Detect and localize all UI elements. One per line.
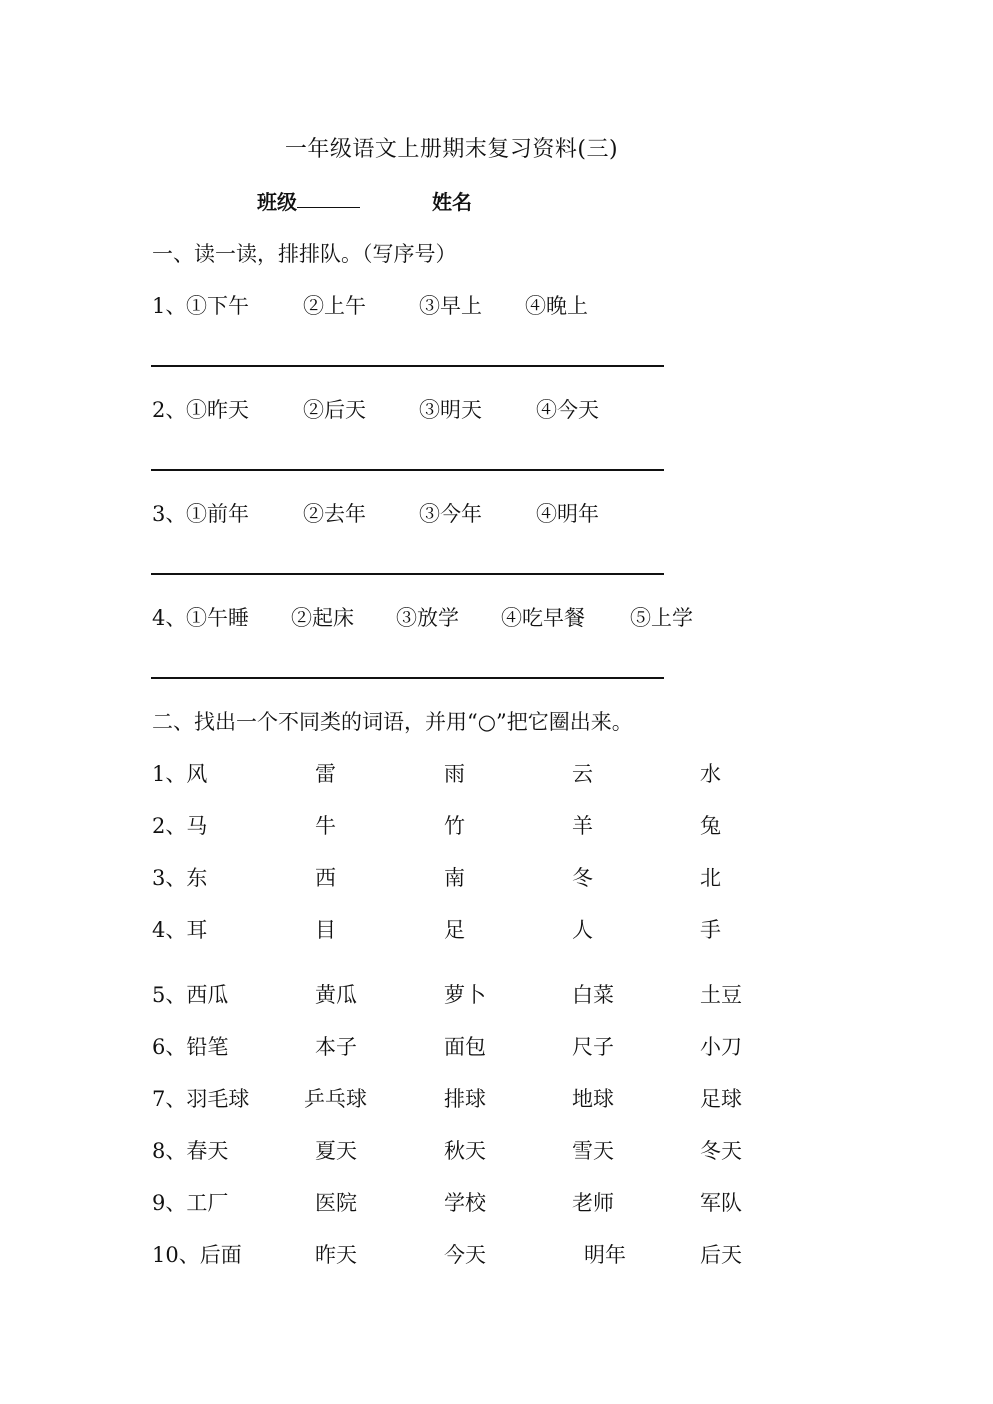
- section1-heading: 一、读一读，排排队。（写序号）: [152, 242, 457, 266]
- s2-row2-item3: 竹: [444, 814, 465, 838]
- s2-row1-item1: 1、风: [152, 762, 208, 786]
- class-blank-line: [297, 207, 360, 208]
- s2-row9-item1: 9、工厂: [152, 1191, 229, 1215]
- s2-row7-item3: 排球: [444, 1087, 486, 1111]
- s2-row4-item3: 足: [444, 918, 465, 942]
- q2-answer-line: [151, 469, 664, 471]
- s2-row10-item5: 后天: [700, 1243, 742, 1267]
- s2-row4-item1: 4、耳: [152, 918, 208, 942]
- s2-row5-item5: 土豆: [700, 983, 742, 1007]
- q1-option-4: ④晚上: [525, 294, 588, 318]
- q3-option-1: ①前年: [186, 502, 249, 526]
- page-title: 一年级语文上册期末复习资料(三): [284, 137, 619, 162]
- q4-option-3: ③放学: [396, 606, 459, 630]
- s2-row6-item5: 小刀: [700, 1035, 742, 1059]
- q4-option-1: ①午睡: [186, 606, 249, 630]
- s2-row10-item2: 昨天: [315, 1243, 357, 1267]
- s2-row1-item4: 云: [572, 762, 593, 786]
- s2-row2-item5: 兔: [700, 814, 721, 838]
- q4-option-2: ②起床: [291, 606, 354, 630]
- s2-row2-item4: 羊: [572, 814, 593, 838]
- q4-number: 4、: [152, 606, 187, 630]
- q2-option-2: ②后天: [303, 398, 366, 422]
- q4-option-4: ④吃早餐: [501, 606, 585, 630]
- q1-option-3: ③早上: [419, 294, 482, 318]
- section2-heading: 二、找出一个不同类的词语，并用“○”把它圈出来。: [152, 710, 633, 734]
- q3-option-2: ②去年: [303, 502, 366, 526]
- s2-row3-item1: 3、东: [152, 866, 208, 890]
- s2-row4-item4: 人: [572, 918, 593, 942]
- s2-row6-item2: 本子: [315, 1035, 357, 1059]
- q4-answer-line: [151, 677, 664, 679]
- s2-row9-item2: 医院: [315, 1191, 357, 1215]
- class-label: 班级: [257, 190, 297, 214]
- s2-row3-item5: 北: [700, 866, 721, 890]
- q2-number: 2、: [152, 398, 187, 422]
- s2-row8-item3: 秋天: [444, 1139, 486, 1163]
- q1-option-2: ②上午: [303, 294, 366, 318]
- q2-option-4: ④今天: [536, 398, 599, 422]
- s2-row10-item4: 明年: [584, 1243, 626, 1267]
- s2-row5-item4: 白菜: [572, 983, 614, 1007]
- s2-row9-item5: 军队: [700, 1191, 742, 1215]
- s2-row9-item4: 老师: [572, 1191, 614, 1215]
- s2-row4-item2: 目: [315, 918, 336, 942]
- s2-row3-item3: 南: [444, 866, 465, 890]
- s2-row5-item2: 黄瓜: [315, 983, 357, 1007]
- s2-row10-item3: 今天: [444, 1243, 486, 1267]
- s2-row8-item1: 8、春天: [152, 1139, 229, 1163]
- q3-option-3: ③今年: [419, 502, 482, 526]
- s2-row6-item4: 尺子: [572, 1035, 614, 1059]
- name-label: 姓名: [432, 190, 472, 214]
- s2-row3-item4: 冬: [572, 866, 593, 890]
- s2-row8-item5: 冬天: [700, 1139, 742, 1163]
- s2-row8-item4: 雪天: [572, 1139, 614, 1163]
- s2-row4-item5: 手: [700, 918, 721, 942]
- q1-number: 1、: [152, 294, 187, 318]
- s2-row3-item2: 西: [315, 866, 336, 890]
- q1-answer-line: [151, 365, 664, 367]
- s2-row7-item5: 足球: [700, 1087, 742, 1111]
- s2-row9-item3: 学校: [444, 1191, 486, 1215]
- s2-row5-item3: 萝卜: [444, 983, 486, 1007]
- s2-row1-item2: 雷: [315, 762, 336, 786]
- s2-row7-item1: 7、羽毛球: [152, 1087, 250, 1111]
- s2-row2-item2: 牛: [315, 814, 336, 838]
- s2-row2-item1: 2、马: [152, 814, 208, 838]
- s2-row7-item2: 乒乓球: [304, 1087, 367, 1111]
- s2-row1-item3: 雨: [444, 762, 465, 786]
- s2-row6-item1: 6、铅笔: [152, 1035, 229, 1059]
- q4-option-5: ⑤上学: [630, 606, 693, 630]
- s2-row1-item5: 水: [700, 762, 721, 786]
- s2-row5-item1: 5、西瓜: [152, 983, 229, 1007]
- s2-row8-item2: 夏天: [315, 1139, 357, 1163]
- q2-option-1: ①昨天: [186, 398, 249, 422]
- s2-row6-item3: 面包: [444, 1035, 486, 1059]
- q3-option-4: ④明年: [536, 502, 599, 526]
- q2-option-3: ③明天: [419, 398, 482, 422]
- q1-option-1: ①下午: [186, 294, 249, 318]
- s2-row7-item4: 地球: [572, 1087, 614, 1111]
- q3-number: 3、: [152, 502, 187, 526]
- q3-answer-line: [151, 573, 664, 575]
- s2-row10-item1: 10、后面: [152, 1243, 242, 1267]
